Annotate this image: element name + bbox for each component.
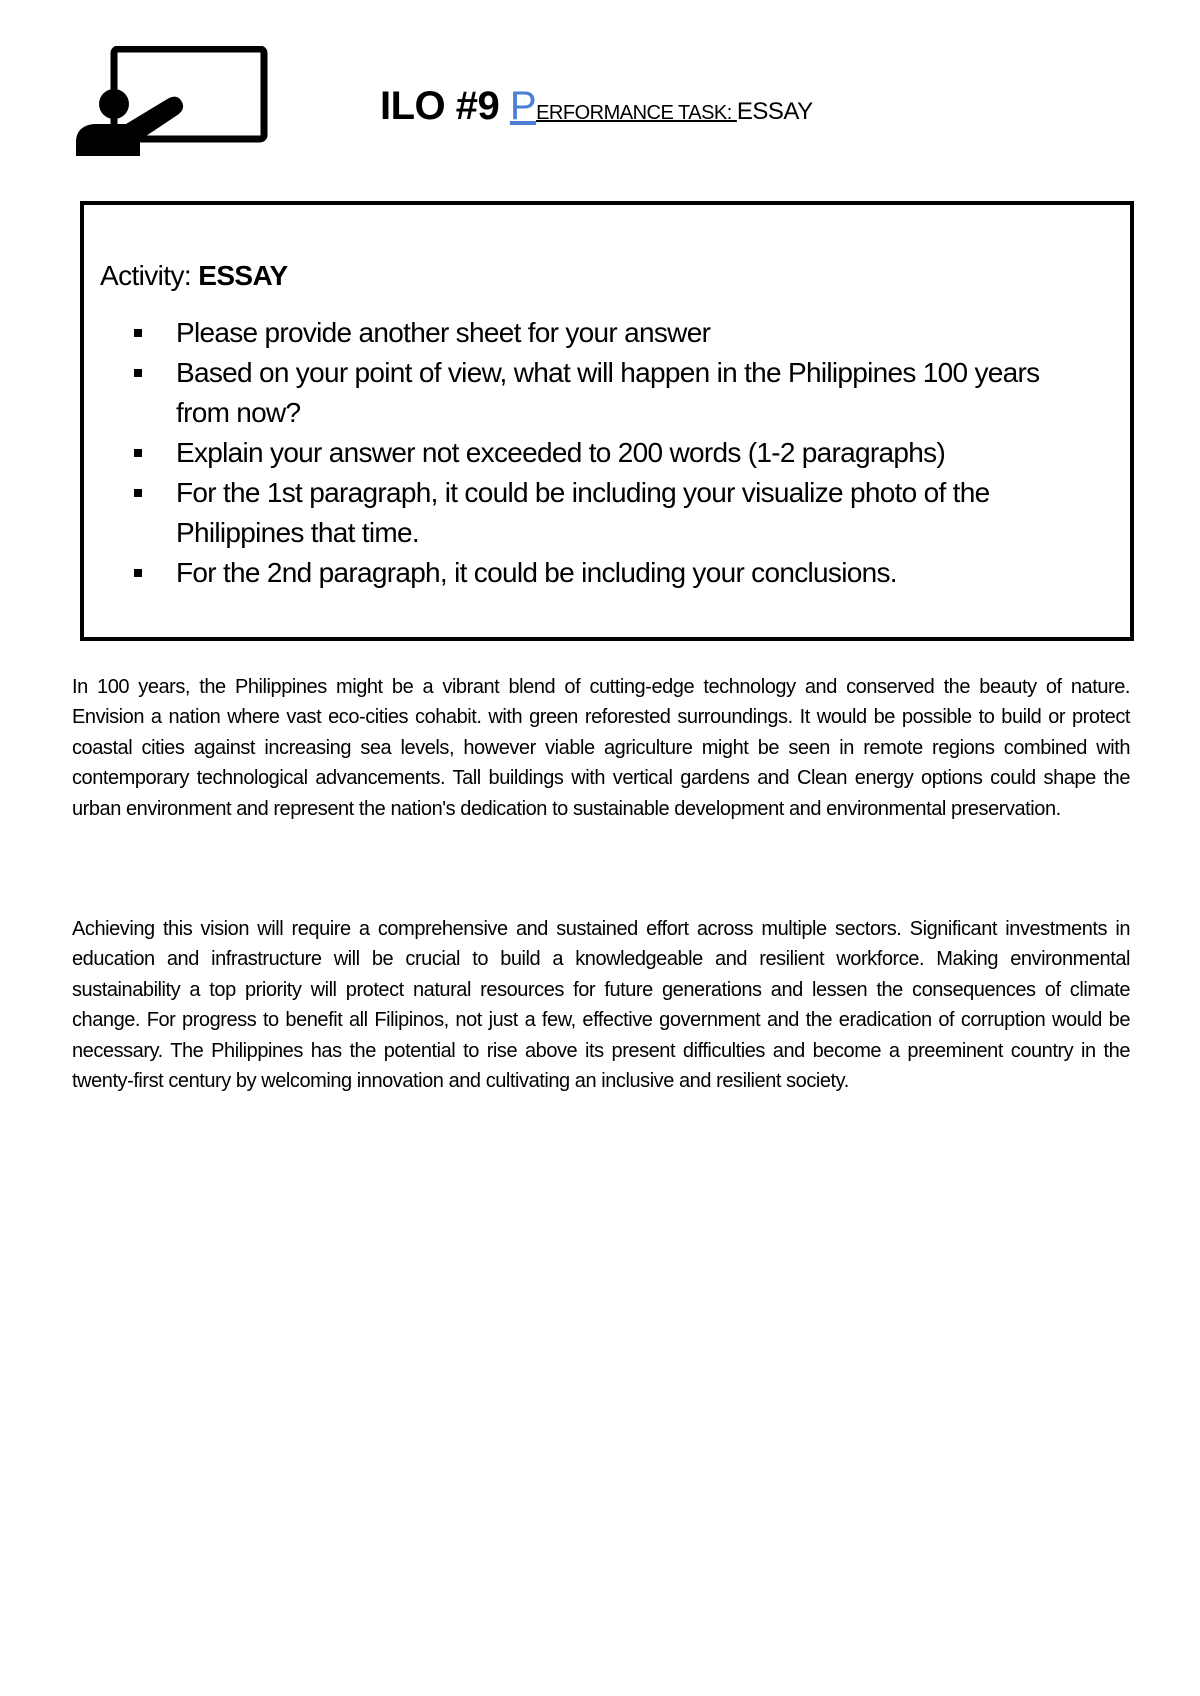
list-item xyxy=(134,313,1094,353)
list-item-text: For the 2nd paragraph, it could be including your conclusions. xyxy=(176,557,897,588)
list-item-text: Please provide another sheet for your answer xyxy=(176,317,711,348)
square-bullet-icon xyxy=(134,569,142,577)
list-item xyxy=(134,473,1094,553)
square-bullet-icon xyxy=(134,329,142,337)
ilo-label: ILO #9 xyxy=(380,84,510,128)
square-bullet-icon xyxy=(134,449,142,457)
essay-paragraph-2: Achieving this vision will require a comprehensive and sustained effort across multiple sectors. Significant investments in education and infrastructure will be crucial to build a knowledgeable and resilient workforce. Making environmental sustainability a top priority will protect natural resources for future generations and lessen the consequences of climate change. For progress to benefit all Filipinos, not just a few, effective government and the eradication of corruption would be necessary. The Philippines has the potential to rise above its present difficulties and become a preeminent country in the twenty-first century by welcoming innovation and cultivating an inclusive and resilient society. xyxy=(72,918,1130,1093)
performance-task-initial: P xyxy=(509,84,537,128)
list-item xyxy=(134,353,1094,433)
activity-box xyxy=(80,201,1134,641)
list-item xyxy=(134,433,1094,473)
activity-heading xyxy=(100,258,288,294)
presentation-teacher-icon xyxy=(74,46,270,158)
list-item xyxy=(134,553,1094,593)
activity-keyword: ESSAY xyxy=(198,260,288,291)
activity-label: Activity: xyxy=(100,260,199,291)
list-item-text: Based on your point of view, what will happen in the Philippines 100 years from now? xyxy=(176,357,1040,428)
performance-task-label: ERFORMANCE TASK: xyxy=(536,102,737,124)
square-bullet-icon xyxy=(134,369,142,377)
list-item-text: Explain your answer not exceeded to 200 words (1-2 paragraphs) xyxy=(176,437,946,468)
page-title xyxy=(380,80,813,139)
activity-instructions-list xyxy=(134,313,1094,593)
essay-label: ESSAY xyxy=(736,98,813,125)
square-bullet-icon xyxy=(134,489,142,497)
essay-paragraph-1: In 100 years, the Philippines might be a vibrant blend of cutting-edge technology and conserved the beauty of nature. Envision a nation where vast eco-cities cohabit. with green reforested surroundings. It would be possible to build or protect coastal cities against increasing sea levels, however viable agriculture might be seen in remote regions combined with contemporary technological advancements. Tall buildings with vertical gardens and Clean energy options could shape the urban environment and represent the nation's dedication to sustainable development and environmental preservation. xyxy=(72,676,1130,820)
list-item-text: For the 1st paragraph, it could be including your visualize photo of the Philippines that time. xyxy=(176,477,990,548)
